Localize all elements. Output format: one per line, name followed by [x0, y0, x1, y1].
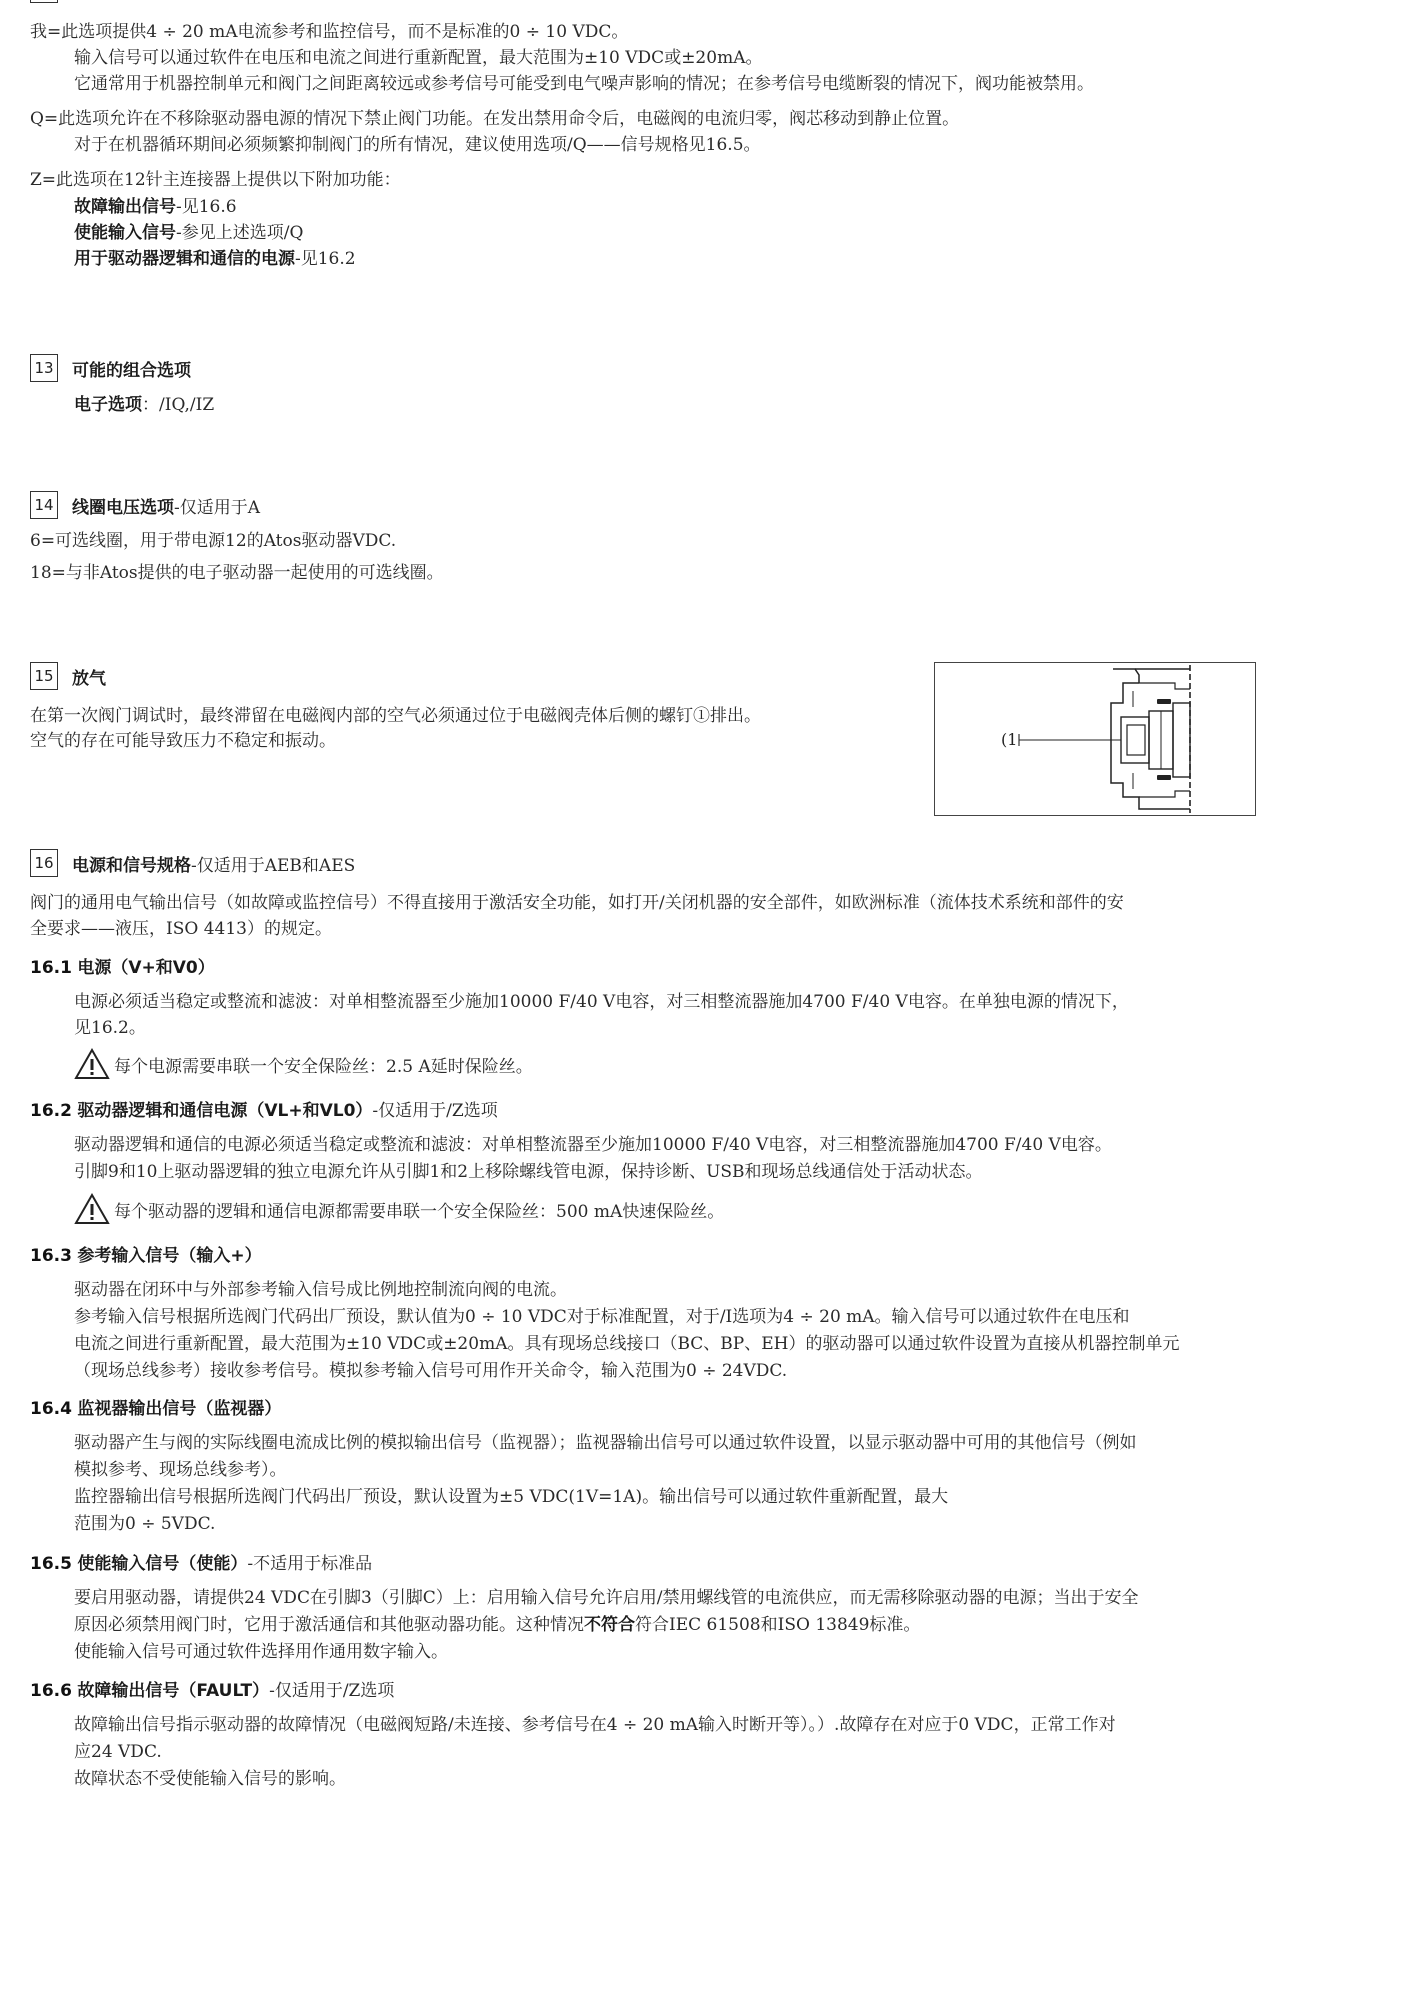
section-14-heading — [30, 491, 260, 519]
subsection-title: 使能输入信号（使能） — [77, 1554, 248, 1574]
reference-input-line-4: （现场总线参考）接收参考信号。模拟参考输入信号可用作开关命令，输入范围为0 ÷ 24VDC. — [74, 1361, 788, 1381]
option-i-line: 我=此选项提供4 ÷ 20 mA电流参考和监控信号，而不是标准的0 ÷ 10 VDC。 — [30, 22, 629, 42]
coil-option-6: 6=可选线圈，用于带电源12的Atos驱动器VDC. — [30, 531, 397, 551]
power-supply-warning — [74, 1048, 533, 1080]
section-12-number-box-fragment — [30, 0, 58, 3]
logic-power-warning — [74, 1193, 724, 1225]
subsection-16-6-heading — [30, 1679, 394, 1703]
subsection-16-4-heading — [30, 1397, 281, 1421]
subsection-number: 16.3 — [30, 1246, 72, 1266]
combination-values: ：/IQ,/IZ — [142, 395, 215, 415]
section-title — [72, 493, 260, 518]
subsection-16-1-heading — [30, 956, 215, 980]
warning-triangle-icon — [74, 1193, 110, 1225]
section-title — [72, 851, 355, 876]
safety-intro-line-1: 阀门的通用电气输出信号（如故障或监控信号）不得直接用于激活安全功能，如打开/关闭机器的安全部件，如欧洲标准（流体技术系统和部件的安 — [30, 893, 1124, 913]
enable-input-line-2a: 原因必须禁用阀门时，它用于激活通信和其他驱动器功能。这种情况 — [74, 1615, 584, 1635]
section-title: 放气 — [72, 668, 106, 689]
coil-option-18: 18=与非Atos提供的电子驱动器一起使用的可选线圈。 — [30, 563, 444, 583]
option-z-item-rest: -见16.6 — [176, 197, 237, 217]
safety-intro-line-2: 全要求——液压，ISO 4413）的规定。 — [30, 919, 332, 939]
subsection-16-5-heading — [30, 1552, 372, 1576]
reference-input-line-2: 参考输入信号根据所选阀门代码出厂预设，默认值为0 ÷ 10 VDC对于标准配置，对于/I选项为4 ÷ 20 mA。输入信号可以通过软件在电压和 — [74, 1307, 1130, 1327]
option-z-item — [74, 247, 356, 271]
section-number-box: 15 — [30, 662, 58, 690]
section-title-rest: -仅适用于A — [174, 497, 261, 518]
enable-input-line-3: 使能输入信号可通过软件选择用作通用数字输入。 — [74, 1642, 448, 1662]
enable-input-line-1: 要启用驱动器，请提供24 VDC在引脚3（引脚C）上：启用输入信号允许启用/禁用螺线管的电流供应，而无需移除驱动器的电源；当出于安全 — [74, 1588, 1139, 1608]
power-supply-line-2: 见16.2。 — [74, 1018, 146, 1038]
subsection-number: 16.6 — [30, 1681, 72, 1701]
reference-input-line-1: 驱动器在闭环中与外部参考输入信号成比例地控制流向阀的电流。 — [74, 1280, 567, 1300]
bleed-screw-callout-label: (1 — [1001, 730, 1018, 749]
monitor-output-line-3: 监控器输出信号根据所选阀门代码出厂预设，默认设置为±5 VDC(1V=1A)。输出信号可以通过软件重新配置，最大 — [74, 1487, 949, 1507]
subsection-number: 16.5 — [30, 1554, 72, 1574]
monitor-output-line-2: 模拟参考、现场总线参考）。 — [74, 1460, 287, 1480]
subsection-title-rest: -不适用于标准品 — [247, 1554, 373, 1574]
section-13-heading — [30, 354, 191, 382]
section-title-bold: 线圈电压选项 — [72, 497, 174, 518]
subsection-title: 故障输出信号（FAULT） — [77, 1681, 270, 1701]
option-z-item-bold: 故障输出信号 — [74, 197, 176, 217]
option-i-detail-1: 输入信号可以通过软件在电压和电流之间进行重新配置，最大范围为±10 VDC或±20mA。 — [74, 48, 763, 68]
subsection-number: 16.4 — [30, 1399, 72, 1419]
warning-text: 每个驱动器的逻辑和通信电源都需要串联一个安全保险丝：500 mA快速保险丝。 — [114, 1201, 725, 1222]
power-supply-line-1: 电源必须适当稳定或整流和滤波：对单相整流器至少施加10000 F/40 V电容，对三相整流器施加4700 F/40 V电容。在单独电源的情况下， — [74, 992, 1129, 1012]
subsection-title: 驱动器逻辑和通信电源（VL+和VL0） — [77, 1101, 373, 1121]
subsection-title: 电源（V+和V0） — [77, 958, 215, 978]
warning-triangle-icon — [74, 1048, 110, 1080]
monitor-output-line-4: 范围为0 ÷ 5VDC. — [74, 1514, 216, 1534]
section-title-rest: -仅适用于AEB和AES — [191, 855, 356, 876]
combination-label: 电子选项 — [74, 395, 142, 415]
fault-output-line-2: 应24 VDC. — [74, 1742, 162, 1762]
air-bleed-line-1: 在第一次阀门调试时，最终滞留在电磁阀内部的空气必须通过位于电磁阀壳体后侧的螺钉①排出。 — [30, 706, 761, 726]
fault-output-line-3: 故障状态不受使能输入信号的影响。 — [74, 1769, 346, 1789]
enable-input-line-2c: 符合IEC 61508和ISO 13849标准。 — [635, 1615, 921, 1635]
section-number-box: 13 — [30, 354, 58, 382]
subsection-number: 16.2 — [30, 1101, 72, 1121]
subsection-title-rest: -仅适用于/Z选项 — [372, 1101, 498, 1121]
section-16-heading — [30, 849, 355, 877]
section-title: 可能的组合选项 — [72, 360, 191, 381]
enable-input-line-2 — [74, 1613, 920, 1637]
option-z-item-rest: -见16.2 — [295, 249, 356, 269]
logic-power-line-2: 引脚9和10上驱动器逻辑的独立电源允许从引脚1和2上移除螺线管电源，保持诊断、USB和现场总线通信处于活动状态。 — [74, 1162, 983, 1182]
option-z-item-bold: 用于驱动器逻辑和通信的电源 — [74, 249, 295, 269]
air-bleed-line-2: 空气的存在可能导致压力不稳定和振动。 — [30, 731, 336, 751]
warning-text: 每个电源需要串联一个安全保险丝：2.5 A延时保险丝。 — [114, 1056, 533, 1077]
subsection-number: 16.1 — [30, 958, 72, 978]
fault-output-line-1: 故障输出信号指示驱动器的故障情况（电磁阀短路/未连接、参考信号在4 ÷ 20 mA输入时断开等）。）.故障存在对应于0 VDC，正常工作对 — [74, 1715, 1116, 1735]
reference-input-line-3: 电流之间进行重新配置，最大范围为±10 VDC或±20mA。具有现场总线接口（BC、BP、EH）的驱动器可以通过软件设置为直接从机器控制单元 — [74, 1334, 1180, 1354]
option-q-line: Q=此选项允许在不移除驱动器电源的情况下禁止阀门功能。在发出禁用命令后，电磁阀的电流归零，阀芯移动到静止位置。 — [30, 109, 960, 129]
enable-input-line-2-bold: 不符合 — [584, 1615, 635, 1635]
solenoid-housing-drawing — [935, 663, 1255, 815]
option-z-item — [74, 195, 237, 219]
section-title-bold: 电源和信号规格 — [72, 855, 191, 876]
option-z-item-bold: 使能输入信号 — [74, 223, 176, 243]
option-z-item — [74, 221, 303, 245]
subsection-title: 监视器输出信号（监视器） — [77, 1399, 282, 1419]
option-z-item-rest: -参见上述选项/Q — [176, 223, 304, 243]
subsection-title-rest: -仅适用于/Z选项 — [269, 1681, 395, 1701]
section-15-heading — [30, 662, 106, 690]
bleed-screw-figure — [934, 662, 1256, 816]
logic-power-line-1: 驱动器逻辑和通信的电源必须适当稳定或整流和滤波：对单相整流器至少施加10000 F/40 V电容，对三相整流器施加4700 F/40 V电容。 — [74, 1135, 1112, 1155]
subsection-16-3-heading — [30, 1244, 262, 1268]
option-i-detail-2: 它通常用于机器控制单元和阀门之间距离较远或参考信号可能受到电气噪声影响的情况；在参考信号电缆断裂的情况下，阀功能被禁用。 — [74, 74, 1094, 94]
section-number-box: 16 — [30, 849, 58, 877]
monitor-output-line-1: 驱动器产生与阀的实际线圈电流成比例的模拟输出信号（监视器）；监视器输出信号可以通过软件设置，以显示驱动器中可用的其他信号（例如 — [74, 1433, 1137, 1453]
combination-options-line — [74, 393, 214, 417]
option-q-detail: 对于在机器循环期间必须频繁抑制阀门的所有情况，建议使用选项/Q——信号规格见16.5。 — [74, 135, 761, 155]
subsection-title: 参考输入信号（输入+） — [77, 1246, 262, 1266]
subsection-16-2-heading — [30, 1099, 498, 1123]
section-number-box: 14 — [30, 491, 58, 519]
option-z-line: Z=此选项在12针主连接器上提供以下附加功能： — [30, 170, 401, 190]
